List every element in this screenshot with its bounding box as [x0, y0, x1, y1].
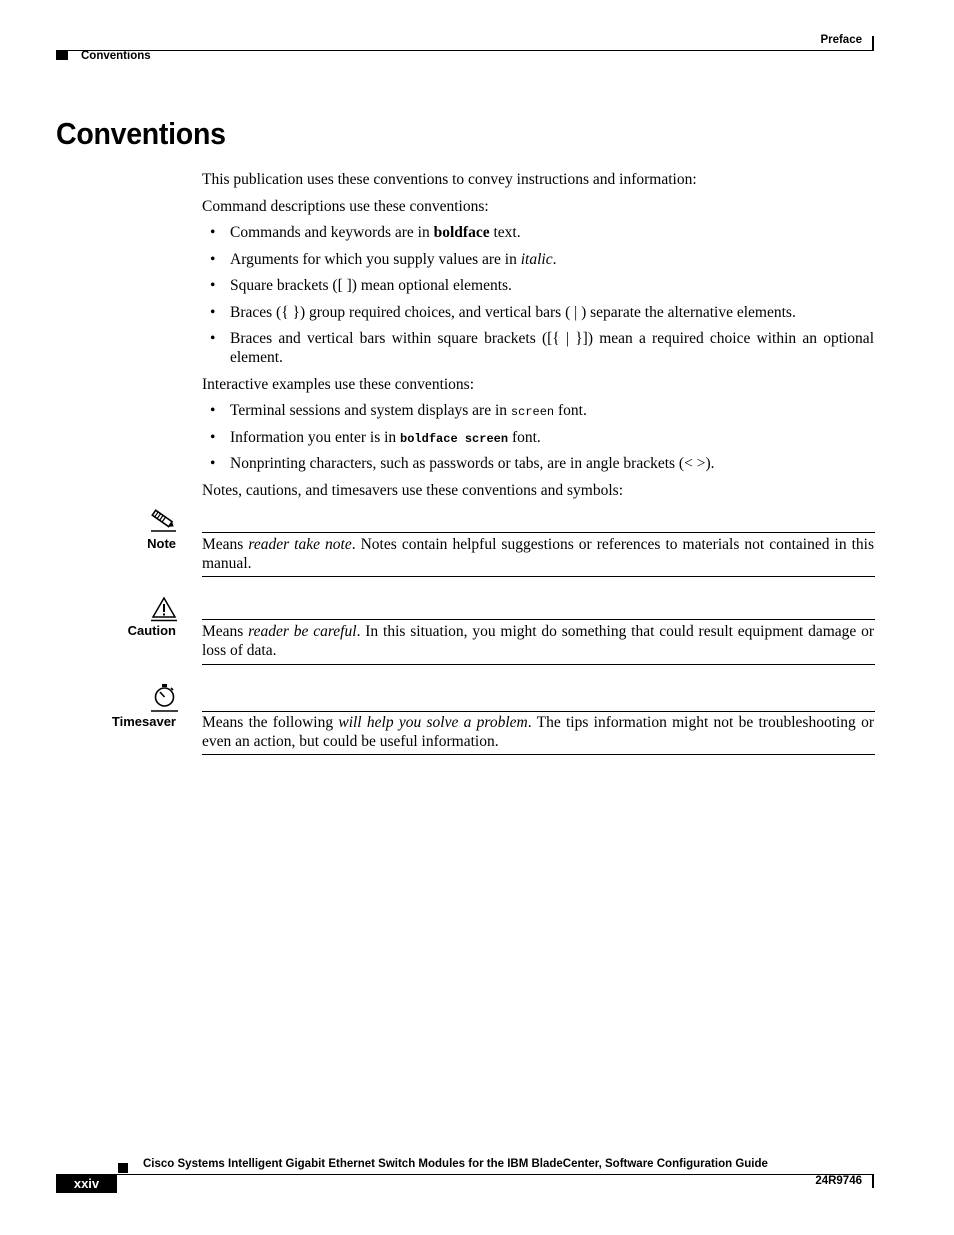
list-item: • Information you enter is in boldface screen font.: [210, 429, 541, 446]
warning-triangle-icon: [151, 596, 177, 622]
list-item: • Terminal sessions and system displays are in screen font.: [210, 402, 587, 419]
note-top-rule: [202, 532, 875, 533]
running-header-section: Preface: [820, 34, 862, 46]
screen-font-example: screen: [510, 405, 555, 419]
note-text: [202, 535, 874, 573]
italic-example: italic: [520, 251, 553, 268]
timesaver-text-part: Means the following: [202, 714, 339, 731]
bold-example: boldface: [433, 224, 490, 241]
header-bar: [872, 36, 874, 50]
footer-rule: [56, 1174, 874, 1175]
caution-text-part: . In this situation, you might do something that could result equipment damage or loss of data.: [202, 623, 875, 659]
bullet-text: Braces and vertical bars within square brackets ([{ | }]) mean a required choice within an optional element.: [230, 330, 874, 366]
list-item: • Commands and keywords are in boldface text.: [210, 224, 521, 241]
caution-top-rule: [202, 619, 875, 620]
document-number: 24R9746: [815, 1175, 862, 1187]
bullet-text: Arguments for which you supply values are in: [230, 251, 521, 268]
footer-marker: [118, 1163, 128, 1173]
bullet-text: .: [552, 251, 557, 268]
note-emphasis: reader take note: [248, 536, 352, 553]
bullet-text: font.: [554, 402, 587, 419]
list-item: • Braces ({ }) group required choices, and vertical bars ( | ) separate the alternative elements.: [202, 303, 874, 322]
footer-guide-title: Cisco Systems Intelligent Gigabit Ethernet Switch Modules for the IBM BladeCenter, Software Configuration Guide: [143, 1158, 768, 1170]
list-item: • Square brackets ([ ]) mean optional elements.: [202, 276, 874, 295]
timesaver-emphasis: will help you solve a problem: [338, 714, 528, 731]
bullet-text: text.: [489, 224, 521, 241]
bullet-text: Information you enter is in: [230, 429, 401, 446]
note-text-part: Means: [202, 536, 249, 553]
list-item: • Nonprinting characters, such as passwords or tabs, are in angle brackets (< >).: [202, 454, 874, 473]
timesaver-label: Timesaver: [111, 714, 176, 729]
note-bottom-rule: [202, 576, 875, 577]
caution-label: Caution: [127, 623, 176, 638]
notices-intro: Notes, cautions, and timesavers use these conventions and symbols:: [202, 482, 624, 499]
header-rule: [56, 50, 874, 51]
caution-text: [202, 622, 874, 660]
note-text-part: . Notes contain helpful suggestions or references to materials not contained in this manual.: [202, 536, 875, 572]
pencil-note-icon: [149, 509, 177, 533]
intro-paragraph: This publication uses these conventions to convey instructions and information:: [202, 171, 697, 188]
caution-text-part: Means: [202, 623, 249, 640]
bullet-text: Terminal sessions and system displays are in: [230, 402, 511, 419]
bullet-text: Commands and keywords are in: [230, 224, 434, 241]
timesaver-top-rule: [202, 711, 875, 712]
boldface-screen-example: boldface screen: [400, 432, 509, 446]
page-number: xxiv: [73, 1176, 100, 1191]
running-header-chapter: Conventions: [81, 50, 151, 62]
caution-bottom-rule: [202, 664, 875, 665]
bullet-text: Square brackets ([ ]) mean optional elements.: [230, 277, 512, 294]
timesaver-text-part: . The tips information might not be troubleshooting or even an action, but could be useful information.: [202, 714, 874, 750]
header-marker: [56, 51, 68, 60]
interactive-intro: Interactive examples use these conventions:: [202, 376, 475, 393]
stopwatch-icon: [151, 683, 178, 713]
bullet-text: font.: [508, 429, 541, 446]
note-label: Note: [147, 536, 176, 551]
page-title: Conventions: [56, 116, 226, 151]
list-item: • Arguments for which you supply values are in italic.: [210, 251, 557, 268]
list-item: • Braces and vertical bars within square brackets ([{ | }]) mean a required choice within an optional element.: [210, 330, 874, 366]
caution-emphasis: reader be careful: [248, 623, 357, 640]
bullet-text: Nonprinting characters, such as passwords or tabs, are in angle brackets (< >).: [230, 455, 715, 472]
footer-bar: [872, 1175, 874, 1188]
timesaver-text: [202, 713, 874, 751]
command-intro: Command descriptions use these conventions:: [202, 198, 489, 215]
bullet-text: Braces ({ }) group required choices, and vertical bars ( | ) separate the alternative elements.: [230, 304, 796, 321]
timesaver-bottom-rule: [202, 754, 875, 755]
